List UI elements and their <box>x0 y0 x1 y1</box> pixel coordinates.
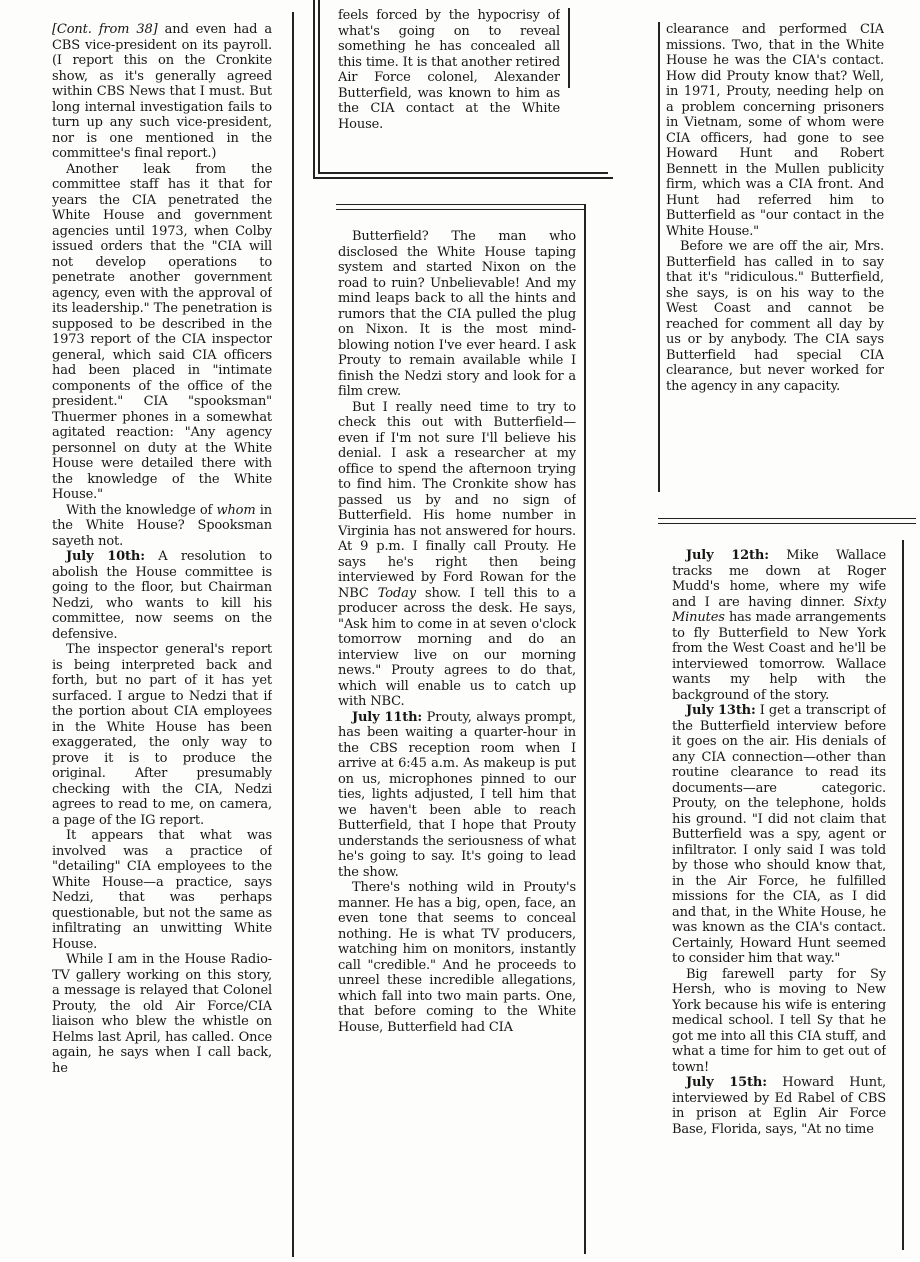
col2-box-right-rule <box>584 204 586 1254</box>
continued-from-note: [Cont. from 38] <box>52 22 158 37</box>
col3-right-rule <box>902 540 904 1250</box>
col1-paragraph-1: [Cont. from 38] and even had a CBS vice-president on its payroll. (I report this on the Cronkite show, as it's generally agreed within CBS News that I must. But long internal investigation fails to turn up any such vice-president, nor is one mentioned in the committee's final report.) <box>52 22 272 161</box>
box-right-rule <box>568 8 570 88</box>
col2-paragraph-2: But I really need time to try to check this out with Butterfield—even if I'm not sure I'll believe his denial. I ask a researcher at my office to spend the afternoon trying to find him. The Cronkite show has passed us by and no sign of Butterfield. His home number in Virginia has not answered for hours. At 9 p.m. I finally call Prouty. He says he's right then being interviewed by Ford Rowan for the NBC Today show. I tell this to a producer across the desk. He says, "Ask him to come in at seven o'clock tomorrow morning and do an interview live on our morning news." Prouty agrees to do that, which will enable us to catch up with NBC. <box>338 399 576 709</box>
col2-top-double-rule <box>336 204 584 210</box>
box-left-rule <box>313 0 315 178</box>
box-inner-left-rule <box>318 0 320 172</box>
col3-left-rule <box>658 22 660 492</box>
col1-paragraph-july10: July 10th: A resolution to abolish the House committee is going to the floor, but Chairman Nedzi, who wants to kill his committee, now seems on the defensive. <box>52 549 272 642</box>
col1-paragraph-6: It appears that what was involved was a practice of "detailing" CIA employees to the White House—a practice, says Nedzi, that was perhaps questionable, but not the same as infiltrating an unwitting White House. <box>52 828 272 952</box>
col1-paragraph-2: Another leak from the committee staff has it that for years the CIA penetrated the White House and government agencies until 1973, when Colby issued orders that the "CIA will not develop operations to penetrate another government agency, even with the approval of its leadership." The penetration is supposed to be described in the 1973 report of the CIA inspector general, which said CIA officers had been placed in "intimate components of the office of the president." CIA "spooksman" Thuermer phones in a somewhat agitated reaction: "Any agency personnel on duty at the White House were detailed there with the knowledge of the White House." <box>52 161 272 502</box>
column-1 <box>52 22 272 1244</box>
date-heading: July 12th: <box>686 548 769 563</box>
col2-top-paragraph: feels forced by the hypocrisy of what's going on to reveal something he has concealed all this time. It is that another retired Air Force colonel, Alexander Butterfield, was known to him as the CIA contact at the White House. <box>338 8 560 132</box>
column-3 <box>672 548 886 1258</box>
column-divider-1 <box>292 12 294 1257</box>
col2-paragraph-1: Butterfield? The man who disclosed the White House taping system and started Nixon on the road to ruin? Unbelievable! And my mind leaps back to all the hints and rumors that the CIA pulled the plug on Nixon. It is the most mind-blowing notion I've ever heard. I ask Prouty to remain available while I finish the Nedzi story and look for a film crew. <box>338 229 576 399</box>
date-heading: July 13th: <box>686 703 756 718</box>
col1-paragraph-7: While I am in the House Radio-TV gallery working on this story, a message is relayed that Colonel Prouty, the old Air Force/CIA liaison who blew the whistle on Helms last April, has called. Once again, he says when I call back, he <box>52 952 272 1076</box>
date-heading: July 10th: <box>66 549 145 564</box>
col1-paragraph-5: The inspector general's report is being interpreted back and forth, but no part of it has yet surfaced. I argue to Nedzi that if the portion about CIA employees in the White House has been exaggerated, the only way to prove it is to produce the original. After presumably checking with the CIA, Nedzi agrees to read to me, on camera, a page of the IG report. <box>52 642 272 828</box>
date-heading: July 15th: <box>686 1075 767 1090</box>
col3-top-paragraph-2: Before we are off the air, Mrs. Butterfield has called in to say that it's "ridiculous." Butterfield, she says, is on his way to the West Coast and cannot be reached for comment all day by us or by anybody. The CIA says Butterfield had special CIA clearance, but never worked for the agency in any capacity. <box>666 239 884 394</box>
col3-top-paragraph-1: clearance and performed CIA missions. Two, that in the White House he was the CIA's contact. How did Prouty know that? Well, in 1971, Prouty, needing help on a problem concerning prisoners in Vietnam, some of whom were CIA officers, had gone to see Howard Hunt and Robert Bennett in the Mullen publicity firm, which was a CIA front. And Hunt had referred him to Butterfield as "our contact in the White House." <box>666 22 884 239</box>
box-bottom-inner-rule <box>318 172 608 174</box>
column-2-top-box <box>338 8 560 160</box>
col2-paragraph-4: There's nothing wild in Prouty's manner. He has a big, open, face, an even tone that seems to conceal nothing. He is what TV producers, watching him on monitors, instantly call "credible." And he proceeds to unreel these incredible allegations, which fall into two main parts. One, that before coming to the White House, Butterfield had CIA <box>338 880 576 1035</box>
col1-paragraph-3: With the knowledge of whom in the White House? Spooksman sayeth not. <box>52 502 272 549</box>
date-heading: July 11th: <box>352 709 423 725</box>
col3-double-rule <box>658 518 916 524</box>
col3-paragraph-3: Big farewell party for Sy Hersh, who is moving to New York because his wife is entering medical school. I tell Sy that he got me into all this CIA stuff, and what a time for him to get out of town! <box>672 966 886 1075</box>
col2-paragraph-july11: July 11th: Prouty, always prompt, has been waiting a quarter-hour in the CBS reception room when I arrive at 6:45 a.m. As makeup is put on us, microphones pinned to our ties, lights adjusted, I tell him that we haven't been able to reach Butterfield, that I hope that Prouty understands the seriousness of what he's going to say. It's going to lead the show. <box>338 709 576 880</box>
col3-paragraph-july13: July 13th: I get a transcript of the Butterfield interview before it goes on the air. His denials of any CIA connection—other than routine clearance to read its documents—are categoric. Prouty, on the telephone, holds his ground. "I did not claim that Butterfield was a spy, agent or infiltrator. I only said I was told by those who should know that, in the Air Force, he fulfilled missions for the CIA, as I did and that, in the White House, he was known as the CIA's contact. Certainly, Howard Hunt seemed to consider him that way." <box>672 703 886 966</box>
column-3-top <box>666 22 884 500</box>
column-2 <box>338 229 576 1262</box>
col3-paragraph-july15: July 15th: Howard Hunt, interviewed by Ed Rabel of CBS in prison at Eglin Air Force Base, Florida, says, "At no time <box>672 1075 886 1137</box>
box-bottom-rule <box>313 177 613 179</box>
col3-paragraph-july12: July 12th: Mike Wallace tracks me down at Roger Mudd's home, where my wife and I are having dinner. Sixty Minutes has made arrangements to fly Butterfield to New York from the West Coast and he'll be interviewed tomorrow. Wallace wants my help with the background of the story. <box>672 548 886 703</box>
